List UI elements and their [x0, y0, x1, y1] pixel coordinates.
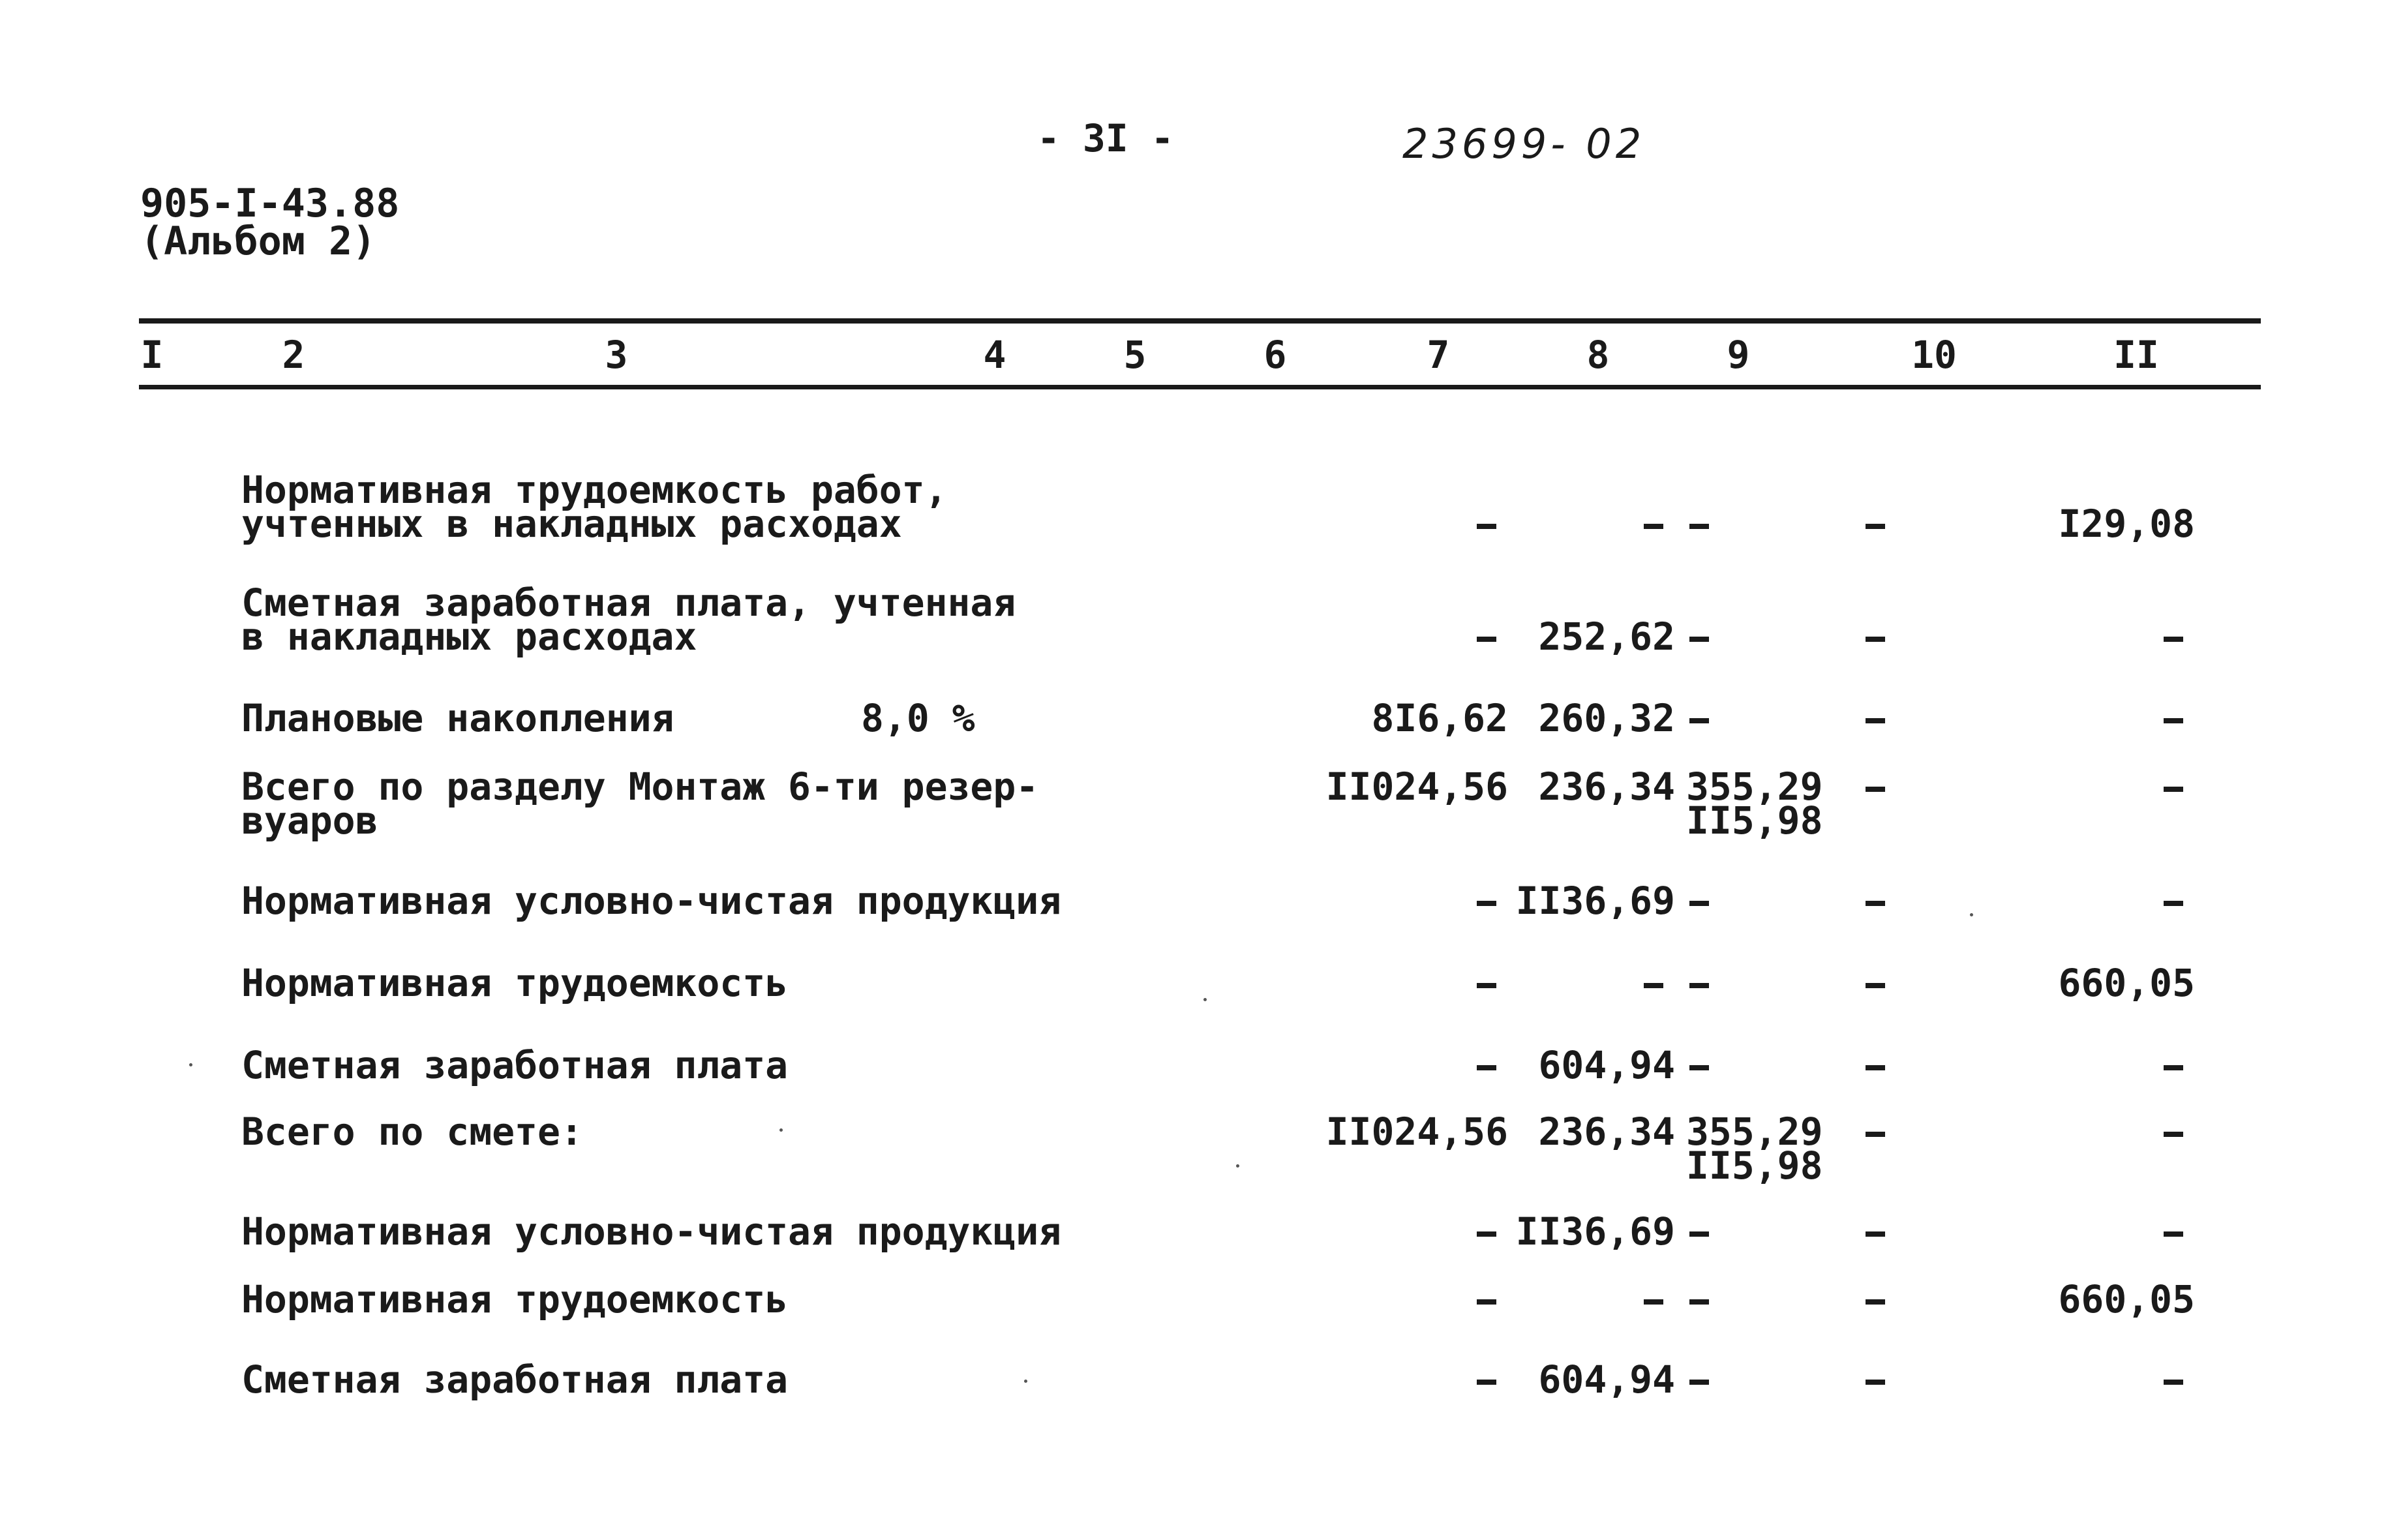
cell-col10 — [1866, 1280, 1885, 1318]
cell-col7 — [1477, 1046, 1496, 1084]
dash-mark — [2164, 1380, 2183, 1385]
dash-mark — [1689, 1231, 1709, 1237]
cell-col9 — [1689, 1361, 1709, 1398]
dash-mark — [2164, 1065, 2183, 1070]
rate-value: 8,0 % — [861, 696, 975, 740]
cell-col11 — [2164, 1213, 2183, 1250]
dash-mark — [1866, 1231, 1885, 1237]
row-label: Сметная заработная плата — [241, 1357, 789, 1402]
cell-col10 — [1866, 768, 1885, 806]
cell-col11 — [2164, 618, 2183, 656]
archive-number: 23699- 02 — [1402, 120, 1646, 168]
column-header: 3 — [605, 333, 628, 377]
column-header: 8 — [1586, 333, 1610, 377]
cell-col8: 236,34 — [1538, 1110, 1675, 1154]
cell-col8: 604,94 — [1538, 1043, 1675, 1087]
cell-col7: 8I6,62 — [1371, 696, 1508, 740]
cell-col10 — [1866, 618, 1885, 656]
cell-col7 — [1477, 1361, 1496, 1398]
cell-col9 — [1689, 699, 1709, 737]
dash-mark — [1866, 524, 1885, 529]
dash-mark — [1866, 901, 1885, 906]
cell-col10 — [1866, 964, 1885, 1002]
dash-mark — [2164, 637, 2183, 642]
row-label: Нормативная трудоемкость — [241, 1277, 789, 1321]
dash-mark — [1477, 1380, 1496, 1385]
dash-mark — [1644, 524, 1663, 529]
dash-mark — [1866, 1065, 1885, 1070]
dash-mark — [1866, 1380, 1885, 1385]
column-header: 7 — [1427, 333, 1450, 377]
scan-speck — [779, 1128, 783, 1132]
row-label: Нормативная трудоемкость работ, — [241, 468, 948, 512]
cell-col8: 260,32 — [1538, 696, 1675, 740]
cell-col11 — [2164, 768, 2183, 806]
row-label: Плановые накопления — [241, 696, 674, 740]
dash-mark — [1689, 637, 1709, 642]
cell-col11 — [2164, 699, 2183, 737]
cell-col7 — [1477, 964, 1496, 1002]
cell-col7 — [1477, 882, 1496, 920]
dash-mark — [1689, 1065, 1709, 1070]
column-header: I — [140, 333, 164, 377]
cell-col11 — [2164, 1113, 2183, 1151]
row-label: Всего по разделу Монтаж 6-ти резер- — [241, 764, 1039, 809]
cell-col9 — [1689, 618, 1709, 656]
cell-col7 — [1477, 618, 1496, 656]
dash-mark — [1689, 718, 1709, 723]
cell-col8 — [1644, 1280, 1663, 1318]
scan-speck — [1970, 913, 1973, 916]
row-label: Сметная заработная плата — [241, 1043, 789, 1087]
cell-col10 — [1866, 1213, 1885, 1250]
scan-speck — [1024, 1380, 1027, 1383]
cell-col7 — [1477, 1213, 1496, 1250]
column-header: 5 — [1123, 333, 1147, 377]
dash-mark — [1866, 637, 1885, 642]
cell-col7: II024,56 — [1325, 1110, 1508, 1154]
dash-mark — [1689, 524, 1709, 529]
dash-mark — [1866, 1299, 1885, 1305]
dash-mark — [1477, 1065, 1496, 1070]
scan-speck — [1203, 998, 1207, 1001]
cell-col11 — [2164, 882, 2183, 920]
cell-col8 — [1644, 505, 1663, 543]
dash-mark — [1689, 983, 1709, 988]
dash-mark — [2164, 1231, 2183, 1237]
dash-mark — [1477, 983, 1496, 988]
dash-mark — [2164, 787, 2183, 792]
dash-mark — [2164, 901, 2183, 906]
row-label-continued: учтенных в накладных расходах — [241, 502, 902, 546]
cell-col10 — [1866, 1113, 1885, 1151]
cell-col8: 236,34 — [1538, 764, 1675, 809]
row-label-continued: вуаров — [241, 798, 378, 843]
cell-col11: I29,08 — [2058, 502, 2195, 546]
cell-col9: 355,29 — [1686, 1110, 1823, 1154]
dash-mark — [1477, 901, 1496, 906]
dash-mark — [1477, 524, 1496, 529]
cell-col9 — [1689, 964, 1709, 1002]
dash-mark — [1477, 1299, 1496, 1305]
column-header: II — [2113, 333, 2159, 377]
row-label-continued: в накладных расходах — [241, 614, 697, 659]
cell-col9-second: II5,98 — [1686, 798, 1823, 843]
row-label: Нормативная трудоемкость — [241, 961, 789, 1005]
cell-col7: II024,56 — [1325, 764, 1508, 809]
album-label: (Альбом 2) — [140, 219, 376, 264]
dash-mark — [1644, 1299, 1663, 1305]
cell-col9-second: II5,98 — [1686, 1143, 1823, 1188]
cell-col9 — [1689, 1280, 1709, 1318]
dash-mark — [2164, 718, 2183, 723]
cell-col7 — [1477, 1280, 1496, 1318]
row-label: Всего по смете: — [241, 1110, 583, 1154]
cell-col11 — [2164, 1046, 2183, 1084]
cell-col11: 660,05 — [2058, 1277, 2195, 1321]
cell-col11 — [2164, 1361, 2183, 1398]
column-header: 6 — [1263, 333, 1287, 377]
cell-col10 — [1866, 505, 1885, 543]
cell-col8: 252,62 — [1538, 614, 1675, 659]
cell-col8: II36,69 — [1515, 1209, 1675, 1254]
cell-col8: 604,94 — [1538, 1357, 1675, 1402]
cell-col10 — [1866, 1046, 1885, 1084]
dash-mark — [1477, 637, 1496, 642]
dash-mark — [2164, 1132, 2183, 1137]
row-label: Нормативная условно-чистая продукция — [241, 1209, 1062, 1254]
column-header: 10 — [1911, 333, 1957, 377]
table-rule-bottom — [139, 385, 2261, 389]
row-label: Сметная заработная плата, учтенная — [241, 581, 1016, 625]
dash-mark — [1644, 983, 1663, 988]
page-number: - 3I - — [1037, 116, 1174, 160]
cell-col9 — [1689, 505, 1709, 543]
row-label: Нормативная условно-чистая продукция — [241, 879, 1062, 923]
table-rule-top — [139, 318, 2261, 324]
column-header: 2 — [282, 333, 305, 377]
dash-mark — [1866, 983, 1885, 988]
dash-mark — [1866, 787, 1885, 792]
cell-col10 — [1866, 882, 1885, 920]
scan-speck — [1236, 1164, 1239, 1168]
cell-col9 — [1689, 882, 1709, 920]
dash-mark — [1689, 1299, 1709, 1305]
column-header: 4 — [983, 333, 1006, 377]
dash-mark — [1866, 718, 1885, 723]
cell-col7 — [1477, 505, 1496, 543]
doc-code: 905-I-43.88 — [140, 181, 400, 226]
cell-col9 — [1689, 1213, 1709, 1250]
cell-col11: 660,05 — [2058, 961, 2195, 1005]
cell-col8 — [1644, 964, 1663, 1002]
cell-col10 — [1866, 699, 1885, 737]
column-header: 9 — [1727, 333, 1750, 377]
dash-mark — [1866, 1132, 1885, 1137]
cell-col9 — [1689, 1046, 1709, 1084]
scan-speck — [189, 1063, 192, 1066]
dash-mark — [1689, 901, 1709, 906]
cell-col10 — [1866, 1361, 1885, 1398]
cell-col9: 355,29 — [1686, 764, 1823, 809]
dash-mark — [1689, 1380, 1709, 1385]
dash-mark — [1477, 1231, 1496, 1237]
cell-col8: II36,69 — [1515, 879, 1675, 923]
